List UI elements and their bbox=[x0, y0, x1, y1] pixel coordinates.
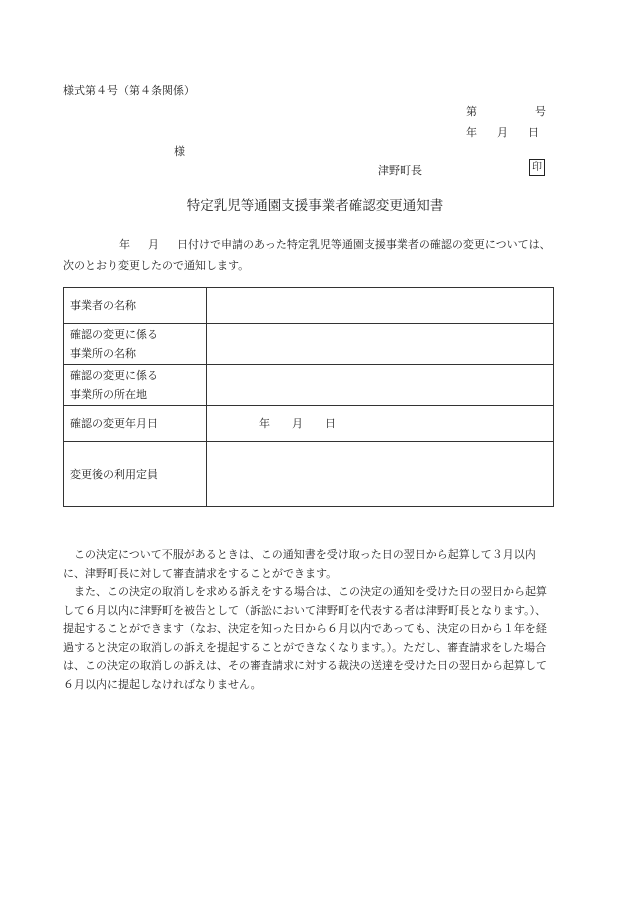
row-label-change-date: 確認の変更年月日 bbox=[64, 406, 207, 442]
intro-text: 日付けで申請のあった特定乳児等通園支援事業者の確認の変更については、次のとおり変更したので通知します。 bbox=[63, 238, 551, 272]
form-number: 様式第４号（第４条関係） bbox=[63, 84, 195, 97]
issue-date-line bbox=[466, 124, 539, 140]
issue-day: 日 bbox=[528, 126, 539, 139]
row-label-facility-address: 確認の変更に係る 事業所の所在地 bbox=[64, 365, 207, 406]
addressee-suffix: 様 bbox=[174, 145, 185, 158]
issue-year: 年 bbox=[466, 126, 477, 139]
seal-mark: 印 bbox=[529, 159, 545, 176]
facility-address-value bbox=[207, 365, 554, 406]
document-number-line bbox=[466, 103, 546, 119]
issue-month: 月 bbox=[497, 126, 508, 139]
notice-paragraph-1: この決定について不服があるときは、この通知書を受け取った日の翌日から起算して３月以内に、津野町長に対して審査請求をすることができます。 bbox=[63, 548, 536, 580]
issuer-name: 津野町長 bbox=[378, 164, 422, 177]
table-row bbox=[64, 324, 554, 365]
table-row bbox=[64, 406, 554, 442]
row-label-business-name: 事業者の名称 bbox=[64, 288, 207, 324]
change-date-day: 日 bbox=[325, 417, 336, 430]
change-details-table bbox=[63, 287, 554, 507]
change-date-year: 年 bbox=[259, 417, 270, 430]
change-date-month: 月 bbox=[292, 417, 303, 430]
notice-paragraph-2: また、この決定の取消しを求める訴えをする場合は、この決定の通知を受けた日の翌日から起算して６月以内に津野町を被告として（訴訟において津野町を代表する者は津野町長となります。）、提起することができます（なお、決定を知った日から６月以内であっても、決定の日から１年を経過すると決定の取消しの訴えを提起することができなくなります。）。ただし、審査請求をした場合は、この決定の取消しの訴えは、その審査請求に対する裁決の送達を受けた日の翌日から起算して６月以内に提起しなければなりません。 bbox=[63, 585, 547, 691]
row-label-capacity: 変更後の利用定員 bbox=[64, 442, 207, 507]
document-title: 特定乳児等通園支援事業者確認変更通知書 bbox=[186, 198, 444, 214]
capacity-value bbox=[207, 442, 554, 507]
number-suffix: 号 bbox=[535, 105, 546, 118]
row-label-facility-name: 確認の変更に係る 事業所の名称 bbox=[64, 324, 207, 365]
intro-paragraph bbox=[63, 234, 555, 276]
table-row bbox=[64, 442, 554, 507]
number-prefix: 第 bbox=[466, 105, 477, 118]
change-date-value bbox=[207, 406, 554, 442]
table-row bbox=[64, 288, 554, 324]
intro-month: 月 bbox=[148, 238, 159, 251]
intro-year: 年 bbox=[119, 238, 130, 251]
facility-name-value bbox=[207, 324, 554, 365]
appeal-notice bbox=[63, 546, 556, 694]
table-row bbox=[64, 365, 554, 406]
business-name-value bbox=[207, 288, 554, 324]
